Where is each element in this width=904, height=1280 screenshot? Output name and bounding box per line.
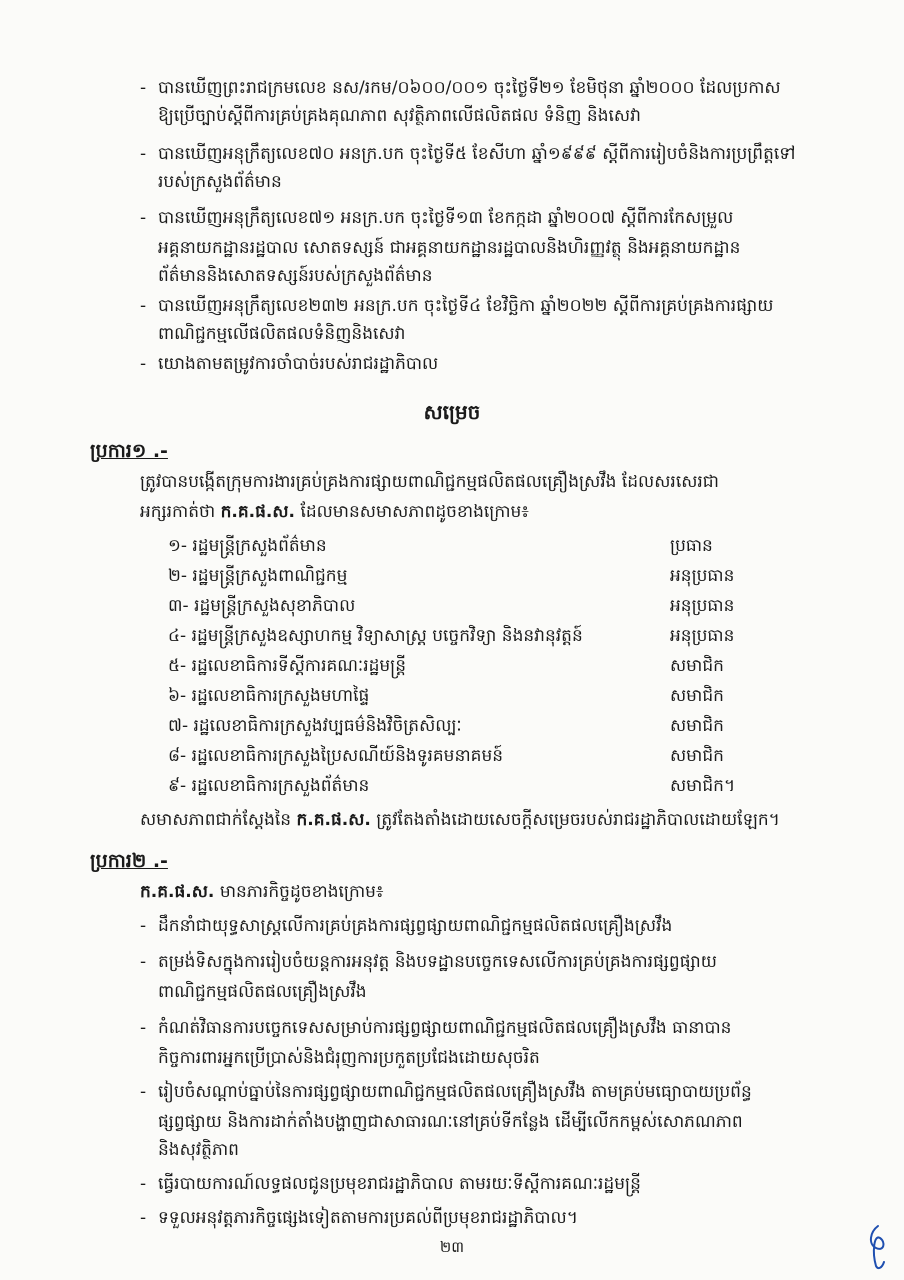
preamble-line: របស់ក្រសួងព័ត៌មាន — [158, 172, 282, 192]
bullet-dash: - — [140, 1208, 147, 1228]
member-name: ៥- រដ្ឋលេខាធិការទីស្តីការគណៈរដ្ឋមន្ត្រី — [168, 656, 407, 676]
member-name: ៤- រដ្ឋមន្ត្រីក្រសួងឧស្សាហកម្ម វិទ្យាសាស្ត្រ បច្ចេកវិទ្យា និងនវានុវត្តន៍ — [168, 626, 583, 646]
preamble-line: ព័ត៌មាននិងសោតទស្សន៍របស់ក្រសួងព័ត៌មាន — [158, 266, 433, 286]
member-name: ២- រដ្ឋមន្ត្រីក្រសួងពាណិជ្ជកម្ម — [168, 566, 348, 586]
preamble-line: បានឃើញអនុក្រឹត្យលេខ៧១ អនក្រ.បក ចុះថ្ងៃទី១៣ ខែកក្កដា ឆ្នាំ២០០៧ ស្តីពីការកែសម្រួល — [158, 208, 734, 228]
member-role: អនុប្រធាន — [670, 596, 735, 616]
preamble-line: ពាណិជ្ជកម្មលើផលិតផលទំនិញនិងសេវា — [158, 324, 406, 344]
page-number: ២៣ — [439, 1238, 465, 1256]
duty-line: ពាណិជ្ជកម្មផលិតផលគ្រឿងស្រវឹង — [158, 982, 367, 1002]
abbreviation: ក.គ.ផ.ស. — [296, 810, 371, 830]
abbreviation: ក.គ.ផ.ស. — [220, 502, 296, 522]
article-1-closing — [140, 808, 780, 832]
bullet-dash: - — [140, 916, 147, 936]
member-role: សមាជិក — [670, 686, 724, 706]
bullet-dash: - — [140, 1082, 147, 1102]
article-2-intro — [140, 880, 383, 904]
member-name: ៩- រដ្ឋលេខាធិការក្រសួងព័ត៌មាន — [168, 776, 370, 796]
closing-prefix: សមាសភាពជាក់ស្តែងនៃ — [140, 810, 292, 830]
article-1-intro: ត្រូវបានបង្កើតក្រុមការងារគ្រប់គ្រងការផ្សាយពាណិជ្ជកម្មផលិតផលគ្រឿងស្រវឹង ដែលសរសេរជា — [140, 472, 719, 492]
bullet-dash: - — [140, 296, 147, 316]
article-1-label: ប្រការ១ .- — [90, 440, 168, 462]
duty-line: ទទួលអនុវត្តភារកិច្ចផ្សេងទៀតតាមការប្រគល់ពីប្រមុខរាជរដ្ឋាភិបាល។ — [158, 1208, 578, 1228]
member-name: ៧- រដ្ឋលេខាធិការក្រសួងវប្បធម៌និងវិចិត្រសិល្បៈ — [168, 716, 462, 736]
duty-line: រៀបចំសណ្តាប់ធ្នាប់នៃការផ្សព្វផ្សាយពាណិជ្ជកម្មផលិតផលគ្រឿងស្រវឹង តាមគ្រប់មធ្យោបាយប្រព័ន្ធ — [158, 1082, 752, 1102]
closing-suffix: ត្រូវតែងតាំងដោយសេចក្តីសម្រេចរបស់រាជរដ្ឋាភិបាលដោយឡែក។ — [376, 810, 780, 830]
preamble-line: បានឃើញអនុក្រឹត្យលេខ២៣២ អនក្រ.បក ចុះថ្ងៃទី៤ ខែវិច្ឆិកា ឆ្នាំ២០២២ ស្តីពីការគ្រប់គ្រងការផ្សាយ — [158, 296, 774, 316]
intro-suffix: មានភារកិច្ចដូចខាងក្រោម៖ — [219, 882, 384, 902]
preamble-line: បានឃើញអនុក្រឹត្យលេខ៧០ អនក្រ.បក ចុះថ្ងៃទី៥ ខែសីហា ឆ្នាំ១៩៩៩ ស្តីពីការរៀបចំនិងការប្រព្រឹត្តទៅ — [158, 144, 796, 164]
intro-prefix: អក្សរកាត់ថា — [140, 502, 216, 522]
duty-line: និងសុវត្ថិភាព — [158, 1140, 239, 1160]
member-name: ៣- រដ្ឋមន្ត្រីក្រសួងសុខាភិបាល — [168, 596, 356, 616]
member-name: ៨- រដ្ឋលេខាធិការក្រសួងប្រៃសណីយ៍និងទូរគមនាគមន៍ — [168, 746, 504, 766]
abbreviation: ក.គ.ផ.ស. — [140, 882, 215, 902]
article-2-label: ប្រការ២ .- — [90, 850, 168, 872]
duty-line: ដឹកនាំជាយុទ្ធសាស្ត្រលើការគ្រប់គ្រងការផ្សព្វផ្សាយពាណិជ្ជកម្មផលិតផលគ្រឿងស្រវឹង — [158, 916, 673, 936]
member-role: សមាជិក — [670, 746, 724, 766]
bullet-dash: - — [140, 1018, 147, 1038]
duty-line: តម្រង់ទិសក្នុងការរៀបចំយន្តការអនុវត្ត និងបទដ្ឋានបច្ចេកទេសលើការគ្រប់គ្រងការផ្សព្វផ្សាយ — [158, 952, 717, 972]
preamble-line: អគ្គនាយកដ្ឋានរដ្ឋបាល សោតទស្សន៍ ជាអគ្គនាយកដ្ឋានរដ្ឋបាលនិងហិរញ្ញវត្ថុ និងអគ្គនាយកដ្ឋាន — [158, 238, 741, 258]
article-1-intro-line2 — [140, 500, 529, 524]
preamble-line: បានឃើញព្រះរាជក្រមលេខ នស/រកម/០៦០០/០០១ ចុះថ្ងៃទី២១ ខែមិថុនា ឆ្នាំ២០០០ ដែលប្រកាស — [158, 78, 781, 98]
bullet-dash: - — [140, 952, 147, 972]
bullet-dash: - — [140, 208, 147, 228]
member-role: អនុប្រធាន — [670, 626, 735, 646]
bullet-dash: - — [140, 354, 147, 374]
duty-line: កំណត់វិធានការបច្ចេកទេសសម្រាប់ការផ្សព្វផ្សាយពាណិជ្ជកម្មផលិតផលគ្រឿងស្រវឹង ធានាបាន — [158, 1018, 732, 1038]
intro-suffix: ដែលមានសមាសភាពដូចខាងក្រោម៖ — [300, 502, 529, 522]
duty-line: ផ្សព្វផ្សាយ និងការដាក់តាំងបង្ហាញជាសាធារណៈនៅគ្រប់ទីកន្លែង ដើម្បីលើកកម្ពស់សោភណភាព — [158, 1112, 743, 1132]
preamble-line: យោងតាមតម្រូវការចាំបាច់របស់រាជរដ្ឋាភិបាល — [158, 354, 439, 374]
member-role: សមាជិក — [670, 716, 724, 736]
duty-line: ធ្វើរបាយការណ៍លទ្ធផលជូនប្រមុខរាជរដ្ឋាភិបាល តាមរយៈទីស្តីការគណៈរដ្ឋមន្ត្រី — [158, 1174, 641, 1194]
duty-line: កិច្ចការពារអ្នកប្រើប្រាស់និងជំរុញការប្រកួតប្រជែងដោយសុចរិត — [158, 1048, 540, 1068]
member-name: ១- រដ្ឋមន្ត្រីក្រសួងព័ត៌មាន — [168, 536, 327, 556]
member-role: សមាជិក — [670, 656, 724, 676]
member-role: ប្រធាន — [670, 536, 713, 556]
member-role: សមាជិក។ — [670, 776, 736, 796]
bullet-dash: - — [140, 1174, 147, 1194]
handwritten-initial-icon — [862, 1222, 892, 1272]
preamble-line: ឱ្យប្រើច្បាប់ស្តីពីការគ្រប់គ្រងគុណភាព សុវត្ថិភាពលើផលិតផល ទំនិញ និងសេវា — [158, 106, 641, 126]
member-role: អនុប្រធាន — [670, 566, 735, 586]
member-name: ៦- រដ្ឋលេខាធិការក្រសួងមហាផ្ទៃ — [168, 686, 370, 706]
decision-heading: សម្រេច — [423, 400, 481, 424]
bullet-dash: - — [140, 144, 147, 164]
bullet-dash: - — [140, 78, 147, 98]
